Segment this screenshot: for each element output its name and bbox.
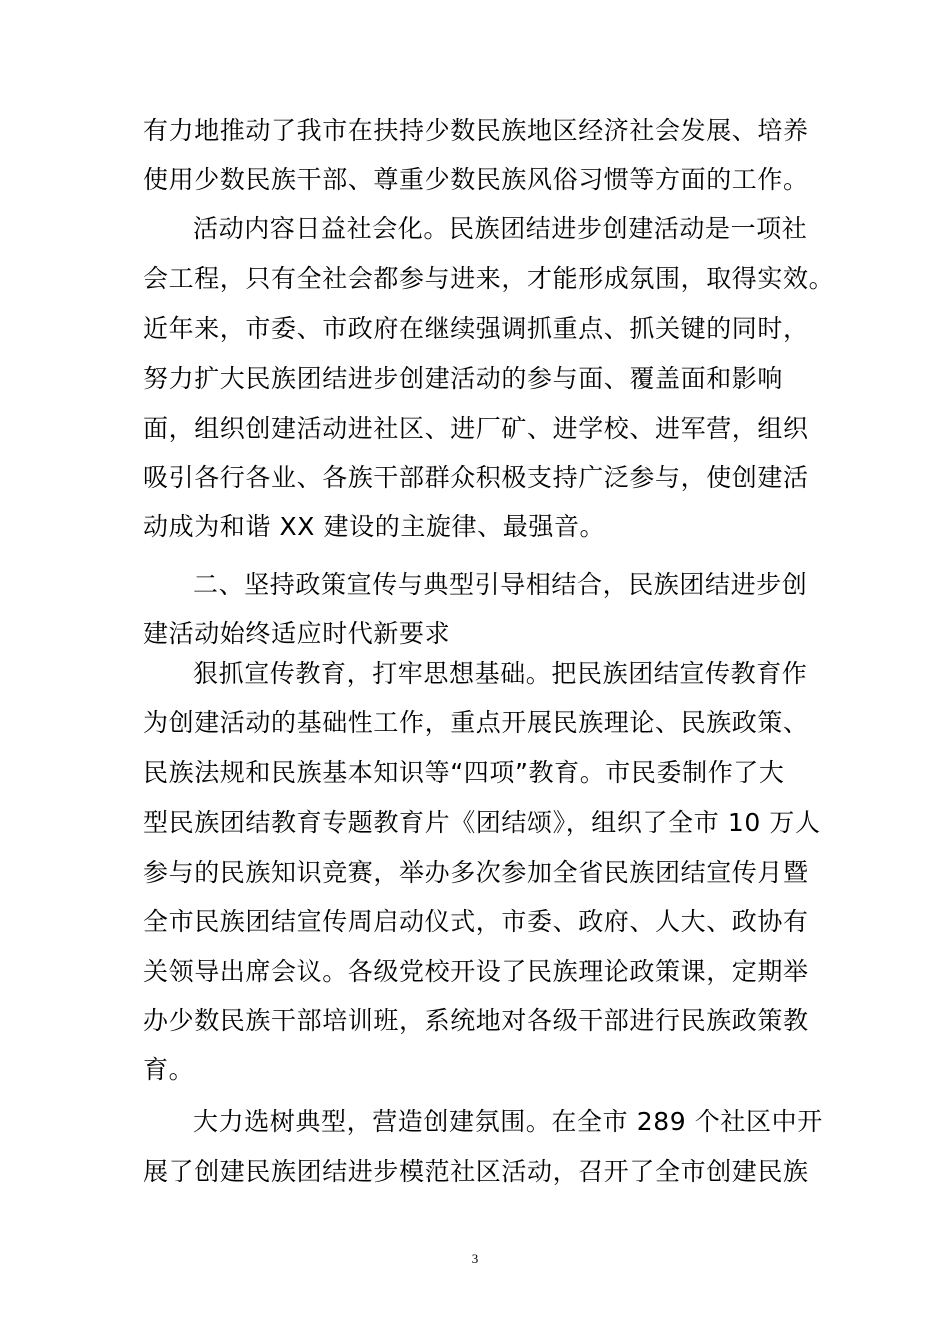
text-line: 大力选树典型，营造创建氛围。在全市 289 个社区中开 [193, 1107, 823, 1136]
text-line: 全市民族团结宣传周启动仪式，市委、政府、人大、政协有 [143, 907, 809, 936]
text-line: 努力扩大民族团结进步创建活动的参与面、覆盖面和影响 [143, 364, 784, 393]
text-line: 会工程，只有全社会都参与进来，才能形成氛围，取得实效。 [143, 264, 835, 293]
section-heading-line: 建活动始终适应时代新要求 [143, 619, 451, 648]
text-line: 为创建活动的基础性工作，重点开展民族理论、民族政策、 [143, 708, 809, 737]
text-line: 使用少数民族干部、尊重少数民族风俗习惯等方面的工作。 [143, 165, 809, 194]
text-line: 面，组织创建活动进社区、进厂矿、进学校、进军营，组织 [143, 414, 809, 443]
section-heading-line: 二、坚持政策宣传与典型引导相结合，民族团结进步创 [193, 570, 808, 599]
text-line: 活动内容日益社会化。民族团结进步创建活动是一项社 [193, 214, 808, 243]
text-line: 动成为和谐 XX 建设的主旋律、最强音。 [143, 512, 606, 541]
text-line: 办少数民族干部培训班，系统地对各级干部进行民族政策教 [143, 1006, 809, 1035]
text-line: 狠抓宣传教育，打牢思想基础。把民族团结宣传教育作 [193, 659, 808, 688]
text-line: 型民族团结教育专题教育片《团结颂》，组织了全市 10 万人 [143, 808, 821, 837]
page-number: 3 [471, 1251, 479, 1266]
text-line: 展了创建民族团结进步模范社区活动，召开了全市创建民族 [143, 1157, 809, 1186]
text-line: 育。 [143, 1055, 195, 1084]
text-line: 有力地推动了我市在扶持少数民族地区经济社会发展、培养 [143, 116, 809, 145]
text-line: 关领导出席会议。各级党校开设了民族理论政策课，定期举 [143, 957, 809, 986]
text-line: 近年来，市委、市政府在继续强调抓重点、抓关键的同时， [143, 314, 809, 343]
text-line: 民族法规和民族基本知识等“四项”教育。市民委制作了大 [143, 758, 785, 787]
text-line: 吸引各行各业、各族干部群众积极支持广泛参与，使创建活 [143, 463, 809, 492]
text-line: 参与的民族知识竞赛，举办多次参加全省民族团结宣传月暨 [143, 858, 809, 887]
